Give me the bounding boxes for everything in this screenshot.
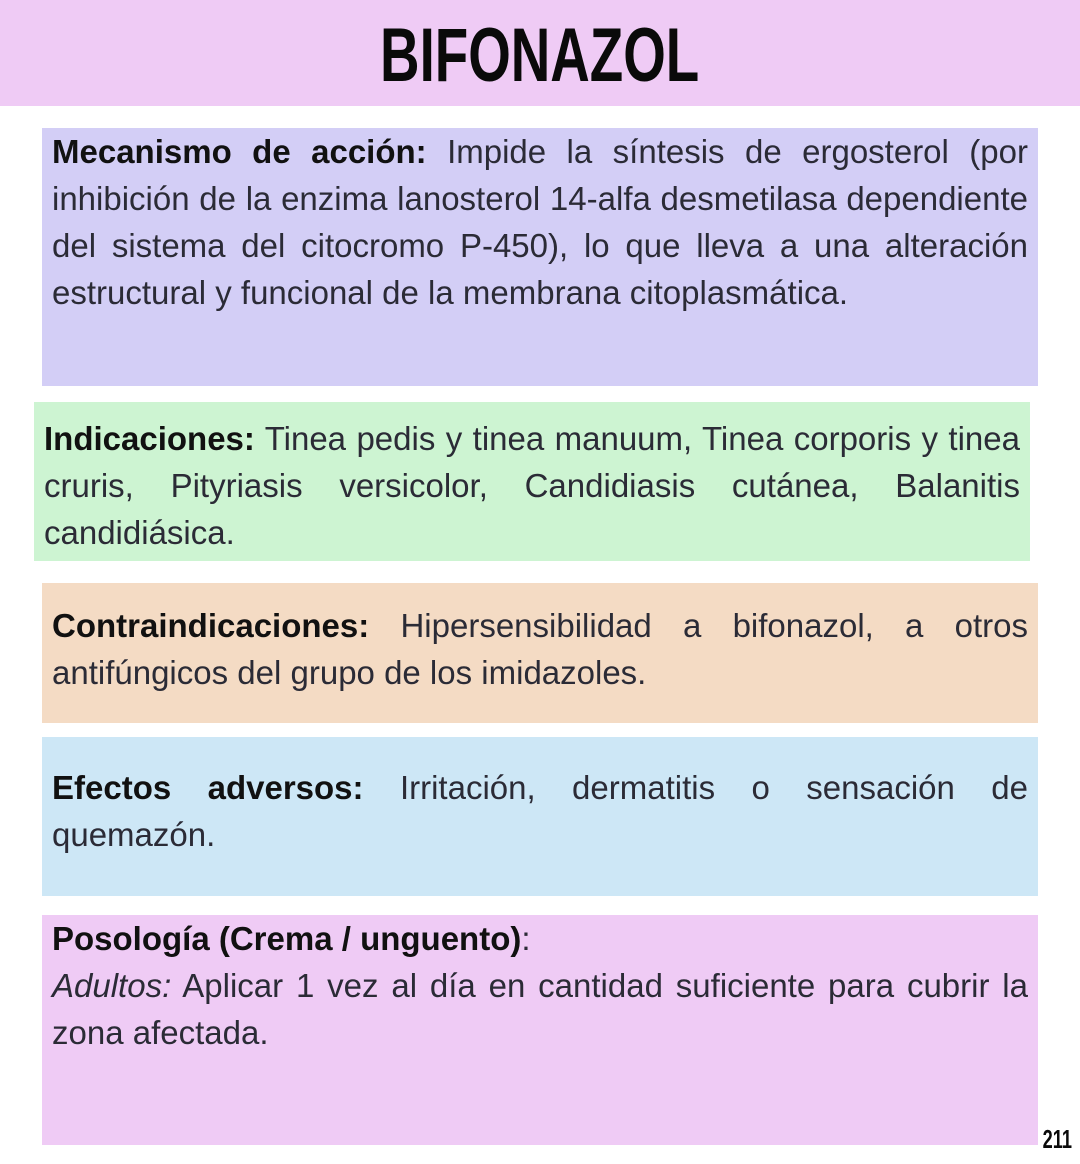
page-number: 211	[1042, 1124, 1072, 1154]
dosage-adults-text: Aplicar 1 vez al día en cantidad suficiente para cubrir la zona afectada.	[52, 967, 1028, 1051]
contraindications-label: Contraindicaciones:	[52, 607, 370, 644]
mechanism-text: Impide la síntesis de ergosterol (por inhibición de la enzima lanosterol 14-alfa desmetilasa dependiente del sistema del citocromo P-450), lo que lleva a una alteración estructural y funcional de la membrana citoplasmática.	[52, 133, 1028, 311]
adverse-effects-text: Irritación, dermatitis o sensación de quemazón.	[52, 769, 1028, 853]
dosage-heading	[52, 915, 1028, 962]
contraindications-text: Hipersensibilidad a bifonazol, a otros antifúngicos del grupo de los imidazoles.	[52, 607, 1028, 691]
dosage-label-colon: :	[521, 920, 531, 957]
contraindications-section	[42, 583, 1038, 723]
page-title: BIFONAZOL	[380, 13, 700, 98]
dosage-label: Posología (Crema / unguento)	[52, 920, 522, 957]
indications-section	[34, 402, 1030, 561]
dosage-adults	[52, 962, 1028, 1056]
mechanism-section	[42, 128, 1038, 386]
adverse-effects-section	[42, 737, 1038, 896]
mechanism-label: Mecanismo de acción:	[52, 133, 427, 170]
dosage-adults-label: Adultos:	[52, 967, 172, 1004]
dosage-section	[42, 915, 1038, 1145]
adverse-effects-label: Efectos adversos:	[52, 769, 364, 806]
indications-text: Tinea pedis y tinea manuum, Tinea corporis y tinea cruris, Pityriasis versicolor, Candidiasis cutánea, Balanitis candidiásica.	[44, 420, 1020, 551]
indications-label: Indicaciones:	[44, 420, 255, 457]
title-banner	[0, 0, 1080, 106]
